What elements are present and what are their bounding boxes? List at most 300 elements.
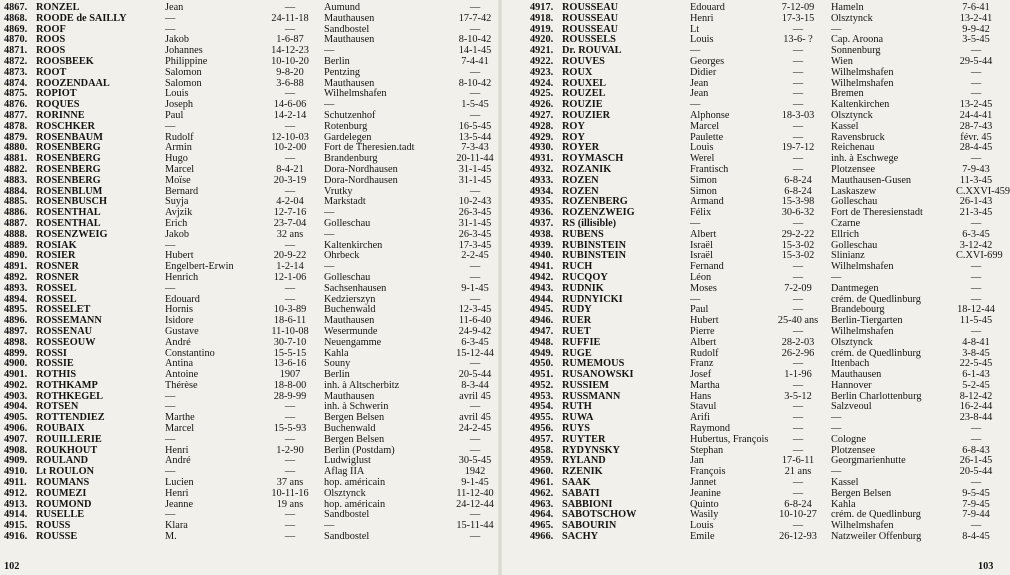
place-cell: Berlin <box>324 369 350 381</box>
surname-cell: RUGE <box>562 347 592 359</box>
birth-date-cell: — <box>792 412 804 424</box>
death-date-cell: — <box>469 433 481 445</box>
surname-cell: RS (illisible) <box>562 217 617 229</box>
surname-cell: ROOZENDAAL <box>36 77 110 89</box>
entry-number-cell: 4876. <box>4 99 28 111</box>
given-name-cell: Raymond <box>690 423 731 435</box>
given-name-cell: Josef <box>690 369 712 381</box>
death-date-cell: 1942 <box>464 466 486 478</box>
entry-number-cell: 4943. <box>530 282 554 294</box>
place-cell: Hannover <box>831 379 872 391</box>
given-name-cell: Henri <box>690 12 714 24</box>
entry-number-cell: 4956. <box>530 423 554 435</box>
surname-cell: RUDNYICKI <box>562 293 623 305</box>
entry-number-cell: 4906. <box>4 423 28 435</box>
entry-number-cell: 4867. <box>4 2 28 13</box>
death-date-cell: 7-9-44 <box>962 509 990 521</box>
death-date-cell: C.XVI-699 <box>956 250 1003 262</box>
birth-date-cell: 28-2-03 <box>781 336 815 348</box>
place-cell: Olsztynck <box>831 12 873 24</box>
birth-date-cell: 10-11-16 <box>271 487 309 499</box>
surname-cell: ROZANIK <box>562 163 612 175</box>
given-name-cell: — <box>165 433 176 445</box>
surname-cell: ROYMASCH <box>562 153 624 165</box>
given-name-cell: — <box>165 282 176 294</box>
place-cell: Buchenwald <box>324 304 376 316</box>
surname-cell: RUDNIK <box>562 282 604 294</box>
given-name-cell: Engelbert-Erwin <box>165 261 234 273</box>
place-cell: Kaltenkirchen <box>324 239 383 251</box>
place-cell: Sachsenhausen <box>324 282 387 294</box>
surname-cell: ROY <box>562 131 585 143</box>
entry-number-cell: 4913. <box>4 498 28 510</box>
entry-number-cell: 4881. <box>4 153 28 165</box>
place-cell: Kahla <box>831 498 856 510</box>
birth-date-cell: — <box>792 261 804 273</box>
entry-number-cell: 4953. <box>530 390 554 402</box>
surname-cell: RUBINSTEIN <box>562 239 627 251</box>
birth-date-cell: 18-6-11 <box>273 315 307 327</box>
birth-date-cell: 24-11-18 <box>271 12 309 24</box>
birth-date-cell: — <box>284 293 296 305</box>
birth-date-cell: — <box>792 45 804 57</box>
place-cell: Sonnenburg <box>831 45 881 57</box>
place-cell: Mauthausen <box>324 12 375 24</box>
death-date-cell: 8-10-42 <box>458 77 492 89</box>
entry-number-cell: 4908. <box>4 444 28 456</box>
place-cell: Plotzensee <box>831 163 876 175</box>
entry-number-cell: 4963. <box>530 498 554 510</box>
surname-cell: ROUSSELS <box>562 34 616 46</box>
birth-date-cell: 7-2-09 <box>784 282 812 294</box>
entry-number-cell: 4962. <box>530 487 554 499</box>
death-date-cell: — <box>469 444 481 456</box>
given-name-cell: Paulette <box>690 131 724 143</box>
place-cell: Ellrich <box>831 228 860 240</box>
surname-cell: ROUMOND <box>36 498 92 510</box>
given-name-cell: Quinto <box>690 498 719 510</box>
place-cell: Mauthausen <box>324 390 375 402</box>
surname-cell: ROPIOT <box>36 88 77 100</box>
place-cell: Wien <box>831 55 853 67</box>
entry-number-cell: 4914. <box>4 509 28 521</box>
entry-number-cell: 4919. <box>530 23 554 35</box>
birth-date-cell: — <box>284 88 296 100</box>
surname-cell: ROSENBLUM <box>36 185 103 197</box>
table-row <box>0 284 500 295</box>
death-date-cell: 14-1-45 <box>458 45 492 57</box>
given-name-cell: Moses <box>690 282 717 294</box>
place-cell: Plotzensee <box>831 444 876 456</box>
table-row <box>0 14 500 25</box>
place-cell: crém. de Quedlinburg <box>831 293 921 305</box>
death-date-cell: 8-12-42 <box>959 390 993 402</box>
entry-number-cell: 4910. <box>4 466 28 478</box>
death-date-cell: 12-3-45 <box>458 304 492 316</box>
place-cell: — <box>324 45 335 57</box>
death-date-cell: 21-3-45 <box>959 207 993 219</box>
death-date-cell: — <box>469 358 481 370</box>
given-name-cell: — <box>165 509 176 521</box>
entry-number-cell: 4879. <box>4 131 28 143</box>
death-date-cell: 13-5-44 <box>458 131 492 143</box>
place-cell: Gardelegen <box>324 131 372 143</box>
surname-cell: RUWA <box>562 412 594 424</box>
death-date-cell: 1-5-45 <box>461 99 489 111</box>
entry-number-cell: 4961. <box>530 477 554 489</box>
table-row <box>500 338 1000 349</box>
table-row <box>500 230 1000 241</box>
surname-cell: ROYER <box>562 142 600 154</box>
place-cell: Neuengamme <box>324 336 382 348</box>
place-cell: Berlin <box>324 55 350 67</box>
place-cell: Olsztynck <box>324 487 366 499</box>
death-date-cell: févr. 45 <box>960 131 992 143</box>
surname-cell: RUYS <box>562 423 591 435</box>
death-date-cell: 24-2-45 <box>458 423 492 435</box>
entry-number-cell: 4932. <box>530 163 554 175</box>
entry-number-cell: 4907. <box>4 433 28 445</box>
surname-cell: RUER <box>562 315 592 327</box>
entry-number-cell: 4904. <box>4 401 28 413</box>
given-name-cell: Moïse <box>165 174 191 186</box>
entry-number-cell: 4923. <box>530 66 554 78</box>
place-cell: Olsztynck <box>831 109 873 121</box>
given-name-cell: Martha <box>690 379 720 391</box>
death-date-cell: — <box>970 88 982 100</box>
entry-number-cell: 4941. <box>530 261 554 273</box>
given-name-cell: Lt <box>690 23 700 35</box>
birth-date-cell: 20-3-19 <box>273 174 307 186</box>
birth-date-cell: 25-40 ans <box>777 315 819 327</box>
death-date-cell: 5-2-45 <box>962 379 990 391</box>
entry-number-cell: 4949. <box>530 347 554 359</box>
given-name-cell: Félix <box>690 207 712 219</box>
death-date-cell: 6-8-43 <box>962 444 990 456</box>
death-date-cell: — <box>970 282 982 294</box>
entry-number-cell: 4892. <box>4 271 28 283</box>
given-name-cell: Joseph <box>165 99 194 111</box>
surname-cell: ROSSEL <box>36 293 77 305</box>
birth-date-cell: — <box>284 509 296 521</box>
surname-cell: ROTSEN <box>36 401 79 413</box>
entry-number-cell: 4925. <box>530 88 554 100</box>
surname-cell: SABOURIN <box>562 520 617 532</box>
place-cell: Wilhelmshafen <box>324 88 387 100</box>
surname-cell: ROUSSE <box>36 531 78 543</box>
given-name-cell: Albert <box>690 336 717 348</box>
surname-cell: ROUKHOUT <box>36 444 98 456</box>
surname-cell: RORINNE <box>36 109 85 121</box>
entry-number-cell: 4915. <box>4 520 28 532</box>
death-date-cell: 30-5-45 <box>458 455 492 467</box>
birth-date-cell: — <box>792 423 804 435</box>
birth-date-cell: 15-3-98 <box>781 196 815 208</box>
death-date-cell: — <box>469 185 481 197</box>
given-name-cell: Israël <box>690 250 713 262</box>
entry-number-cell: 4888. <box>4 228 28 240</box>
place-cell: Wilhelmshafen <box>831 261 894 273</box>
place-cell: Mauthausen <box>324 77 375 89</box>
surname-cell: RUDY <box>562 304 592 316</box>
birth-date-cell: — <box>284 185 296 197</box>
surname-cell: ROSNER <box>36 271 79 283</box>
place-cell: Vrutky <box>324 185 353 197</box>
death-date-cell: — <box>469 2 481 13</box>
place-cell: Sandbostel <box>324 531 370 543</box>
surname-cell: SAAK <box>562 477 591 489</box>
death-date-cell: — <box>970 153 982 165</box>
place-cell: Slinianz <box>831 250 865 262</box>
death-date-cell: 31-1-45 <box>458 163 492 175</box>
death-date-cell: 24-4-41 <box>959 109 993 121</box>
death-date-cell: 8-4-45 <box>962 531 990 543</box>
table-row <box>0 122 500 133</box>
death-date-cell: 29-5-44 <box>959 55 993 67</box>
entry-number-cell: 4936. <box>530 207 554 219</box>
place-cell: Mauthausen-Gusen <box>831 174 912 186</box>
birth-date-cell: 29-2-22 <box>781 228 815 240</box>
birth-date-cell: 17-3-15 <box>781 12 815 24</box>
surname-cell: RUSANOWSKI <box>562 369 634 381</box>
birth-date-cell: 10-2-00 <box>273 142 307 154</box>
given-name-cell: Bernard <box>165 185 199 197</box>
place-cell: Bergen Belsen <box>831 487 892 499</box>
death-date-cell: — <box>469 23 481 35</box>
given-name-cell: Werel <box>690 153 715 165</box>
death-date-cell: 26-1-43 <box>959 196 993 208</box>
place-cell: Georgmarienhutte <box>831 455 906 467</box>
entry-number-cell: 4922. <box>530 55 554 67</box>
given-name-cell: Erich <box>165 217 188 229</box>
place-cell: Fort de Theresien.tadt <box>324 142 415 154</box>
given-name-cell: Israël <box>690 239 713 251</box>
death-date-cell: 24-12-44 <box>456 498 494 510</box>
death-date-cell: 9-1-45 <box>461 477 489 489</box>
given-name-cell: Simon <box>690 185 717 197</box>
birth-date-cell: — <box>792 304 804 316</box>
given-name-cell: — <box>690 293 701 305</box>
place-cell: Dora-Nordhausen <box>324 163 398 175</box>
place-cell: Kassel <box>831 477 859 489</box>
entry-number-cell: 4965. <box>530 520 554 532</box>
given-name-cell: Georges <box>690 55 725 67</box>
surname-cell: RONZEL <box>36 2 80 13</box>
table-row <box>0 25 500 36</box>
death-date-cell: 11-5-45 <box>959 315 993 327</box>
given-name-cell: — <box>165 239 176 251</box>
entry-number-cell: 4893. <box>4 282 28 294</box>
birth-date-cell: 18-3-03 <box>781 109 815 121</box>
surname-cell: ROSIAK <box>36 239 77 251</box>
entry-number-cell: 4891. <box>4 261 28 273</box>
birth-date-cell: — <box>792 520 804 532</box>
death-date-cell: 16-2-44 <box>959 401 993 413</box>
entry-number-cell: 4942. <box>530 271 554 283</box>
death-date-cell: — <box>970 477 982 489</box>
birth-date-cell: 15-3-02 <box>781 250 815 262</box>
entry-number-cell: 4894. <box>4 293 28 305</box>
place-cell: Bergen Belsen <box>324 433 385 445</box>
given-name-cell: Pierre <box>690 325 715 337</box>
table-row <box>500 532 1000 543</box>
entry-number-cell: 4889. <box>4 239 28 251</box>
death-date-cell: 15-12-44 <box>456 347 494 359</box>
birth-date-cell: 13-6-16 <box>273 358 307 370</box>
entry-number-cell: 4959. <box>530 455 554 467</box>
place-cell: — <box>324 261 335 273</box>
birth-date-cell: — <box>792 433 804 445</box>
entry-number-cell: 4872. <box>4 55 28 67</box>
place-cell: Kaltenkirchen <box>831 99 890 111</box>
entry-number-cell: 4870. <box>4 34 28 46</box>
place-cell: — <box>324 228 335 240</box>
entry-number-cell: 4868. <box>4 12 28 24</box>
entry-number-cell: 4950. <box>530 358 554 370</box>
given-name-cell: Jeanne <box>165 498 194 510</box>
surname-cell: SABATI <box>562 487 600 499</box>
given-name-cell: Henri <box>165 444 189 456</box>
given-name-cell: Franz <box>690 358 714 370</box>
death-date-cell: 28-4-45 <box>959 142 993 154</box>
given-name-cell: Louis <box>165 88 189 100</box>
entry-number-cell: 4877. <box>4 109 28 121</box>
place-cell: Ittenbach <box>831 358 870 370</box>
place-cell: Salzveoul <box>831 401 872 413</box>
surname-cell: SABBIONI <box>562 498 613 510</box>
surname-cell: ROSENBERG <box>36 142 101 154</box>
surname-cell: ROOS <box>36 45 66 57</box>
place-cell: Dora-Nordhausen <box>324 174 398 186</box>
place-cell: inh. à Altscherbitz <box>324 379 400 391</box>
birth-date-cell: 19-7-12 <box>781 142 815 154</box>
surname-cell: RUSSMANN <box>562 390 621 402</box>
given-name-cell: Jan <box>690 455 704 467</box>
entry-number-cell: 4952. <box>530 379 554 391</box>
place-cell: hop. américain <box>324 477 386 489</box>
entry-number-cell: 4912. <box>4 487 28 499</box>
given-name-cell: Gustave <box>165 325 199 337</box>
given-name-cell: Paul <box>690 304 709 316</box>
place-cell: — <box>831 423 842 435</box>
given-name-cell: Stephan <box>690 444 724 456</box>
birth-date-cell: 1-1-96 <box>784 369 812 381</box>
place-cell: Golleschau <box>324 217 371 229</box>
death-date-cell: 13-2-45 <box>959 99 993 111</box>
table-row <box>0 230 500 241</box>
surname-cell: ROSNER <box>36 261 79 273</box>
birth-date-cell: 21 ans <box>784 466 812 478</box>
given-name-cell: — <box>165 466 176 478</box>
death-date-cell: 16-5-45 <box>458 120 492 132</box>
death-date-cell: 20-5-44 <box>959 466 993 478</box>
surname-cell: ROUSSEAU <box>562 2 619 13</box>
entry-number-cell: 4882. <box>4 163 28 175</box>
surname-cell: RUET <box>562 325 591 337</box>
surname-cell: ROUX <box>562 66 593 78</box>
place-cell: Wilhelmshafen <box>831 325 894 337</box>
given-name-cell: M. <box>165 531 177 543</box>
entry-number-cell: 4905. <box>4 412 28 424</box>
birth-date-cell: — <box>284 412 296 424</box>
given-name-cell: Armand <box>690 196 724 208</box>
given-name-cell: Hans <box>690 390 712 402</box>
surname-cell: ROUSSEAU <box>562 12 619 24</box>
birth-date-cell: 1-6-87 <box>276 34 304 46</box>
table-row <box>0 349 500 360</box>
death-date-cell: 11-6-40 <box>458 315 492 327</box>
death-date-cell: 23-8-44 <box>959 412 993 424</box>
given-name-cell: Emile <box>690 531 715 543</box>
given-name-cell: Wasily <box>690 509 719 521</box>
surname-cell: ROSENTHAL <box>36 207 101 219</box>
table-row <box>0 57 500 68</box>
place-cell: Golleschau <box>831 239 878 251</box>
given-name-cell: Antina <box>165 358 194 370</box>
given-name-cell: Suyja <box>165 196 189 208</box>
given-name-cell: Jeanine <box>690 487 721 499</box>
birth-date-cell: 3-6-88 <box>276 77 304 89</box>
given-name-cell: Rudolf <box>690 347 719 359</box>
birth-date-cell: 14-2-14 <box>273 109 307 121</box>
place-cell: — <box>324 520 335 532</box>
surname-cell: ROOS <box>36 34 66 46</box>
birth-date-cell: 20-9-22 <box>273 250 307 262</box>
entry-number-cell: 4955. <box>530 412 554 424</box>
death-date-cell: 7-9-43 <box>962 163 990 175</box>
given-name-cell: Arifi <box>690 412 711 424</box>
surname-cell: ROZEN <box>562 185 599 197</box>
death-date-cell: — <box>469 88 481 100</box>
birth-date-cell: — <box>284 120 296 132</box>
death-date-cell: — <box>970 66 982 78</box>
death-date-cell: — <box>970 271 982 283</box>
entry-number-cell: 4951. <box>530 369 554 381</box>
death-date-cell: 11-12-40 <box>456 487 494 499</box>
place-cell: — <box>324 99 335 111</box>
birth-date-cell: 26-12-93 <box>779 531 817 543</box>
entry-number-cell: 4885. <box>4 196 28 208</box>
place-cell: — <box>831 412 842 424</box>
given-name-cell: Léon <box>690 271 712 283</box>
table-row <box>0 532 500 543</box>
birth-date-cell: — <box>792 271 804 283</box>
entry-number-cell: 4898. <box>4 336 28 348</box>
given-name-cell: Marcel <box>165 423 195 435</box>
surname-cell: ROSSENAU <box>36 325 93 337</box>
death-date-cell: 24-9-42 <box>458 325 492 337</box>
given-name-cell: Hugo <box>165 153 188 165</box>
place-cell: Rotenburg <box>324 120 368 132</box>
given-name-cell: Jean <box>165 2 184 13</box>
death-date-cell: 20-5-44 <box>458 369 492 381</box>
given-name-cell: Salomon <box>165 77 202 89</box>
death-date-cell: — <box>970 293 982 305</box>
entry-number-cell: 4957. <box>530 433 554 445</box>
table-row <box>500 68 1000 79</box>
birth-date-cell: — <box>792 325 804 337</box>
birth-date-cell: — <box>792 88 804 100</box>
death-date-cell: 26-3-45 <box>458 228 492 240</box>
birth-date-cell: 15-5-15 <box>273 347 307 359</box>
given-name-cell: André <box>165 336 191 348</box>
surname-cell: ROSENBAUM <box>36 131 103 143</box>
given-name-cell: Stavul <box>690 401 717 413</box>
given-name-cell: Jannet <box>690 477 717 489</box>
birth-date-cell: 28-9-99 <box>273 390 307 402</box>
right-page-number: 103 <box>978 561 994 572</box>
surname-cell: ROUILLERIE <box>36 433 102 445</box>
